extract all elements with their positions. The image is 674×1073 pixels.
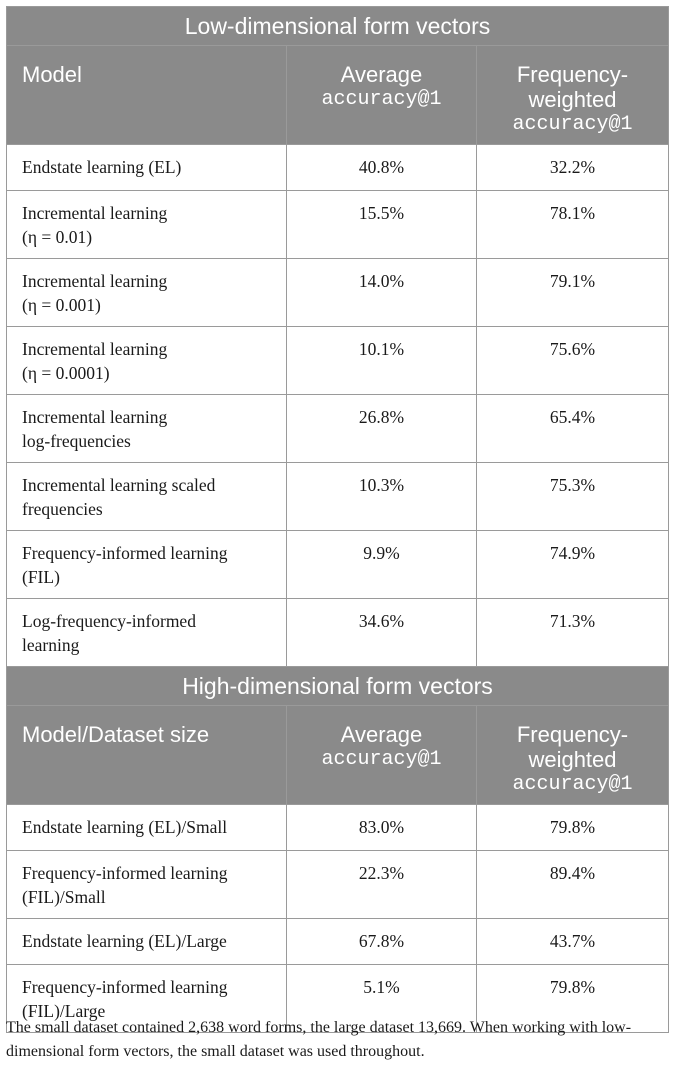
model-cell (7, 851, 287, 919)
fw-cell: 79.8% (477, 805, 669, 851)
section-title-row (7, 667, 669, 706)
model-name-line2: (η = 0.01) (22, 227, 93, 247)
table-row (7, 531, 669, 599)
fw-cell: 65.4% (477, 395, 669, 463)
fw-cell: 79.8% (477, 965, 669, 1033)
header-fw-line1: Frequency- (516, 722, 629, 747)
model-name-line2: (η = 0.0001) (22, 363, 110, 383)
header-average-metric: accuracy@1 (321, 88, 442, 111)
model-cell (7, 191, 287, 259)
header-fw-metric: accuracy@1 (512, 113, 633, 136)
model-name: Endstate learning (EL) (22, 157, 182, 177)
model-cell (7, 805, 287, 851)
header-average-label: Average (340, 62, 423, 87)
model-name: Incremental learning scaled (22, 475, 216, 495)
fw-cell: 71.3% (477, 599, 669, 667)
model-name-line2: (FIL)/Small (22, 887, 106, 907)
average-cell: 40.8% (287, 145, 477, 191)
average-cell: 9.9% (287, 531, 477, 599)
model-cell (7, 463, 287, 531)
header-average-label: Average (340, 722, 423, 747)
header-fw-line2: weighted (528, 747, 617, 772)
average-cell: 22.3% (287, 851, 477, 919)
fw-cell: 78.1% (477, 191, 669, 259)
table-row (7, 599, 669, 667)
average-cell: 10.1% (287, 327, 477, 395)
header-average-metric: accuracy@1 (321, 748, 442, 771)
average-cell: 83.0% (287, 805, 477, 851)
model-cell (7, 145, 287, 191)
table-row (7, 259, 669, 327)
model-cell (7, 599, 287, 667)
fw-cell: 79.1% (477, 259, 669, 327)
average-cell: 34.6% (287, 599, 477, 667)
header-model: Model/Dataset size (7, 706, 287, 805)
header-row-low (7, 46, 669, 145)
table-row (7, 191, 669, 259)
results-table (6, 6, 669, 1033)
table-row (7, 919, 669, 965)
header-fw-line1: Frequency- (516, 62, 629, 87)
average-cell: 67.8% (287, 919, 477, 965)
model-name-line2: (FIL) (22, 567, 60, 587)
header-fw-line2: weighted (528, 87, 617, 112)
average-cell: 26.8% (287, 395, 477, 463)
table-row (7, 805, 669, 851)
model-cell (7, 395, 287, 463)
table-row (7, 145, 669, 191)
section-title-row (7, 7, 669, 46)
model-name: Endstate learning (EL)/Large (22, 931, 227, 951)
table-row (7, 395, 669, 463)
header-average (287, 46, 477, 145)
fw-cell: 89.4% (477, 851, 669, 919)
model-name-line2: frequencies (22, 499, 103, 519)
header-model: Model (7, 46, 287, 145)
average-cell: 10.3% (287, 463, 477, 531)
header-frequency-weighted (477, 706, 669, 805)
table-row (7, 851, 669, 919)
header-row-high (7, 706, 669, 805)
model-cell (7, 259, 287, 327)
table-row (7, 463, 669, 531)
model-cell (7, 531, 287, 599)
model-name-line2: log-frequencies (22, 431, 131, 451)
section-title-low: Low-dimensional form vectors (7, 7, 669, 46)
average-cell: 5.1% (287, 965, 477, 1033)
model-name: Incremental learning (22, 203, 168, 223)
model-name: Incremental learning (22, 271, 168, 291)
average-cell: 14.0% (287, 259, 477, 327)
model-name-line2: (FIL)/Large (22, 1001, 106, 1021)
header-frequency-weighted (477, 46, 669, 145)
table-footnote: The small dataset contained 2,638 word forms, the large dataset 13,669. When working with low-dimensional form vectors, the small dataset was used throughout. (6, 1019, 632, 1060)
model-name: Endstate learning (EL)/Small (22, 817, 228, 837)
fw-cell: 32.2% (477, 145, 669, 191)
fw-cell: 43.7% (477, 919, 669, 965)
model-name: Frequency-informed learning (22, 543, 228, 563)
fw-cell: 75.3% (477, 463, 669, 531)
model-name: Incremental learning (22, 339, 168, 359)
fw-cell: 74.9% (477, 531, 669, 599)
average-cell: 15.5% (287, 191, 477, 259)
table-row (7, 327, 669, 395)
model-cell (7, 919, 287, 965)
model-name: Frequency-informed learning (22, 863, 228, 883)
model-cell (7, 327, 287, 395)
model-name-line2: learning (22, 635, 80, 655)
header-fw-metric: accuracy@1 (512, 773, 633, 796)
fw-cell: 75.6% (477, 327, 669, 395)
model-name: Frequency-informed learning (22, 977, 228, 997)
model-name: Incremental learning (22, 407, 168, 427)
section-title-high: High-dimensional form vectors (7, 667, 669, 706)
model-name-line2: (η = 0.001) (22, 295, 101, 315)
model-name: Log-frequency-informed (22, 611, 196, 631)
header-average (287, 706, 477, 805)
